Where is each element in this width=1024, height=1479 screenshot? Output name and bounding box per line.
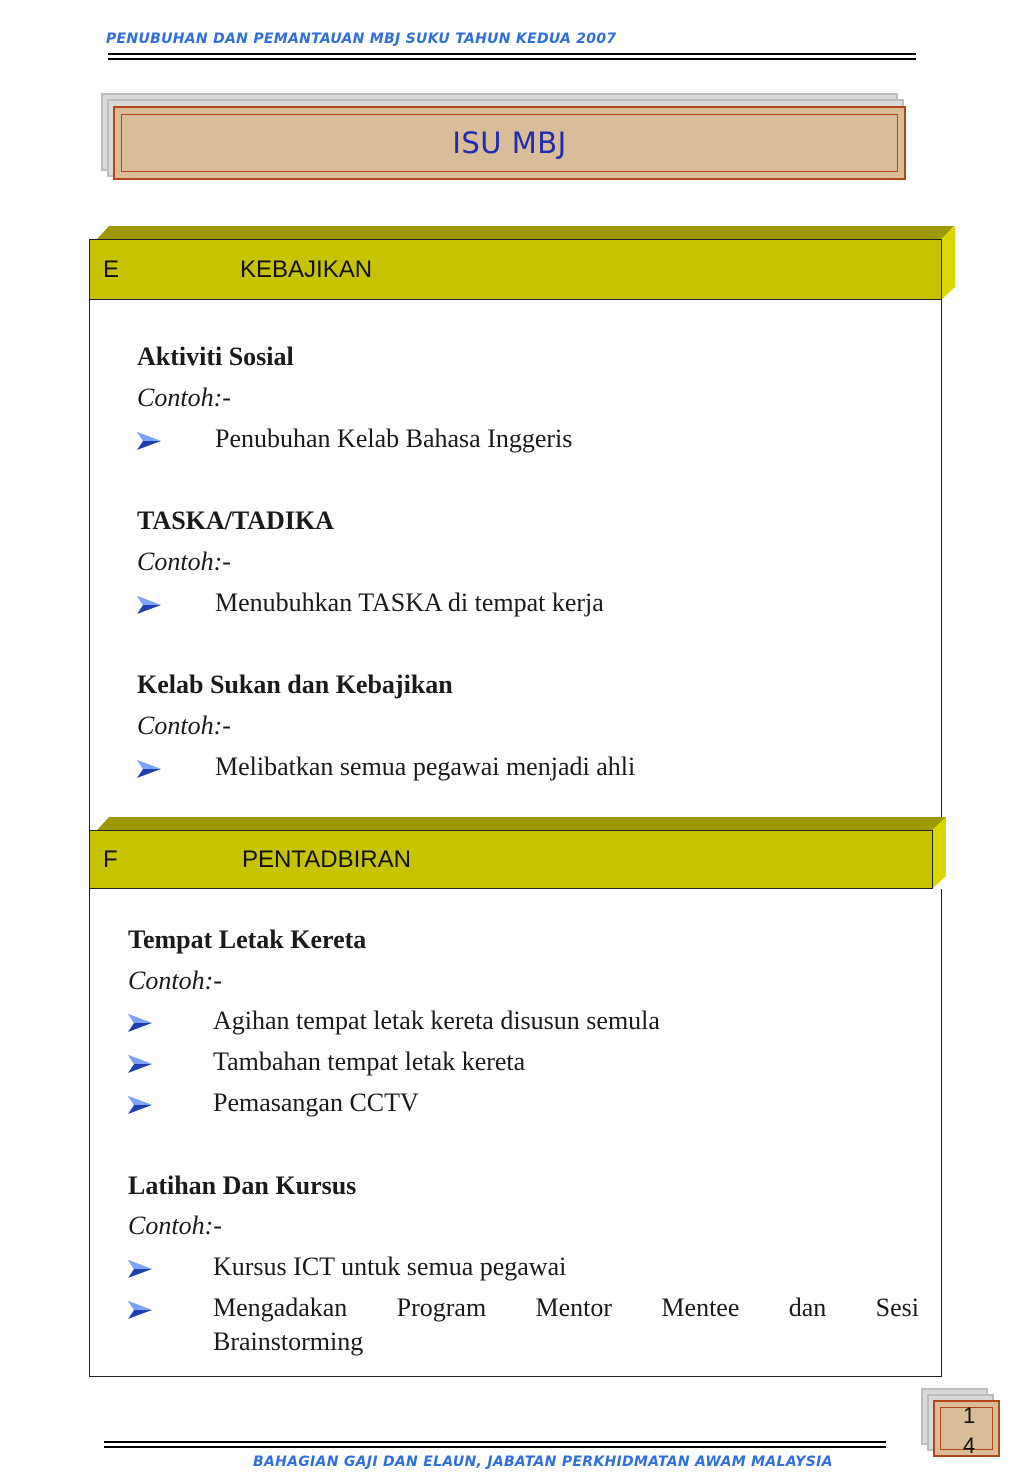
footer-text: BAHAGIAN GAJI DAN ELAUN, JABATAN PERKHIDMATAN AWAM MALAYSIA [253,1454,833,1470]
page-number-digit: 1 [963,1403,976,1428]
section-bar-bevel [941,226,955,300]
section-title: PENTADBIRAN [242,845,411,873]
section-bar-pentadbiran [89,830,933,889]
chevron-arrow-icon [137,760,161,778]
section-letter: E [103,255,120,283]
list-item: Melibatkan semua pegawai menjadi ahli [215,752,636,781]
example-label: Contoh:- [128,1211,222,1240]
example-label: Contoh:- [137,547,231,576]
word: dan [788,1293,827,1322]
chevron-arrow-icon [128,1014,152,1032]
footer-rule [104,1441,886,1443]
group-heading: TASKA/TADIKA [137,506,334,535]
page-title: ISU MBJ [452,126,567,160]
section-bar-kebajikan [89,239,942,300]
page-number-box [933,1400,1000,1457]
title-box [113,106,906,180]
chevron-arrow-icon [128,1096,152,1114]
chevron-arrow-icon [128,1055,152,1073]
word: Mengadakan [213,1293,348,1322]
chevron-arrow-icon [128,1301,152,1319]
running-header: PENUBUHAN DAN PEMANTAUAN MBJ SUKU TAHUN KEDUA 2007 [106,31,617,47]
word: Mentee [661,1293,740,1322]
list-item: Menubuhkan TASKA di tempat kerja [215,588,604,617]
example-label: Contoh:- [137,383,231,412]
header-rule [108,53,916,55]
page-number-digit: 4 [963,1433,976,1458]
word: Program [396,1293,487,1322]
list-item: Agihan tempat letak kereta disusun semula [213,1006,660,1035]
example-label: Contoh:- [128,966,222,995]
section-frame-bottom [89,1376,942,1377]
section-letter: F [103,845,118,873]
footer-rule [104,1446,886,1448]
word: Mentor [535,1293,613,1322]
group-heading: Aktiviti Sosial [137,342,294,371]
chevron-arrow-icon [137,596,161,614]
group-heading: Latihan Dan Kursus [128,1171,357,1200]
list-item: Pemasangan CCTV [213,1088,419,1117]
group-heading: Kelab Sukan dan Kebajikan [137,670,453,699]
header-rule [108,58,916,60]
list-item: Tambahan tempat letak kereta [213,1047,526,1076]
list-item-justified [213,1293,919,1323]
group-heading: Tempat Letak Kereta [128,925,367,954]
chevron-arrow-icon [128,1260,152,1278]
section-bar-bevel [97,226,954,239]
example-label: Contoh:- [137,711,231,740]
word: Sesi [875,1293,919,1322]
section-bar-bevel [97,817,946,830]
chevron-arrow-icon [137,432,161,450]
list-item: Kursus ICT untuk semua pegawai [213,1252,567,1281]
list-item: Penubuhan Kelab Bahasa Inggeris [215,424,573,453]
section-title: KEBAJIKAN [240,255,373,283]
list-item-continuation: Brainstorming [213,1327,364,1356]
